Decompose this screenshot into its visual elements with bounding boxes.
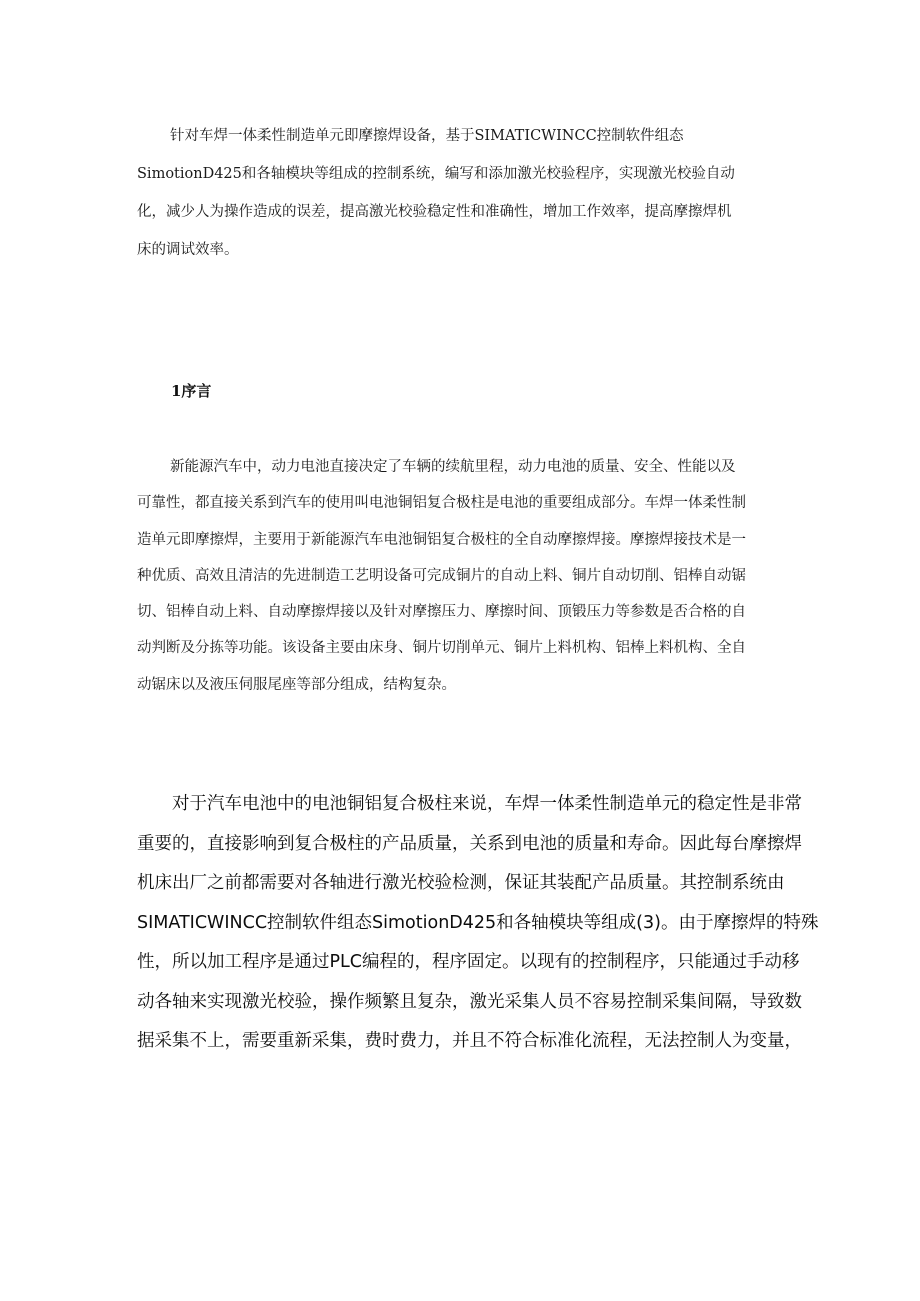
paragraph-line: 化，减少人为操作造成的误差，提高激光校验稳定性和准确性，增加工作效率，提高摩擦焊机	[137, 204, 732, 220]
paragraph-line: 造单元即摩擦焊，主要用于新能源汽车电池铜铝复合极柱的全自动摩擦焊接。摩擦焊接技术是一	[137, 531, 746, 548]
paragraph-line: 切、铝棒自动上料、自动摩擦焊接以及针对摩擦压力、摩擦时间、顶锻压力等参数是否合格的自	[137, 604, 746, 621]
paragraph-line: 动各轴来实现激光校验，操作频繁且复杂，激光采集人员不容易控制采集间隔，导致数	[137, 991, 802, 1012]
background-paragraph	[137, 785, 818, 1062]
paragraph-line: SimotionD425和各轴模块等组成的控制系统，编写和添加激光校验程序，实现激光校验自动	[137, 166, 735, 182]
paragraph-line: 重要的，直接影响到复合极柱的产品质量，关系到电池的质量和寿命。因此每台摩擦焊	[137, 833, 802, 854]
section-heading: 1序言	[171, 382, 212, 400]
paragraph-line: SIMATICWINCC控制软件组态SimotionD425和各轴模块等组成(3)。由于摩擦焊的特殊	[137, 912, 819, 933]
paragraph-line: 机床出厂之前都需要对各轴进行激光校验检测，保证其装配产品质量。其控制系统由	[137, 873, 785, 893]
paragraph-line: 针对车焊一体柔性制造单元即摩擦焊设备，基于SIMATICWINCC控制软件组态	[170, 128, 684, 144]
paragraph-line: 据采集不上，需要重新采集，费时费力，并且不符合标准化流程，无法控制人为变量，	[137, 1031, 802, 1051]
intro-paragraph	[137, 449, 746, 703]
paragraph-line: 性，所以加工程序是通过PLC编程的，程序固定。以现有的控制程序，只能通过手动移	[137, 952, 800, 972]
paragraph-line: 动判断及分拣等功能。该设备主要由床身、铜片切削单元、铜片上料机构、铝棒上料机构、全自	[137, 640, 746, 657]
paragraph-line: 种优质、高效且清洁的先进制造工艺明设备可完成铜片的自动上料、铜片自动切削、铝棒自动锯	[137, 567, 746, 584]
paragraph-line: 床的调试效率。	[137, 242, 239, 258]
paragraph-line: 动锯床以及液压伺服尾座等部分组成，结构复杂。	[137, 676, 456, 693]
paragraph-line: 可靠性，都直接关系到汽车的使用叫电池铜铝复合极柱是电池的重要组成部分。车焊一体柔性制	[137, 495, 746, 512]
paragraph-line: 新能源汽车中，动力电池直接决定了车辆的续航里程，动力电池的质量、安全、性能以及	[170, 459, 736, 475]
abstract-paragraph	[137, 117, 787, 269]
paragraph-line: 对于汽车电池中的电池铜铝复合极柱来说，车焊一体柔性制造单元的稳定性是非常	[172, 794, 802, 814]
